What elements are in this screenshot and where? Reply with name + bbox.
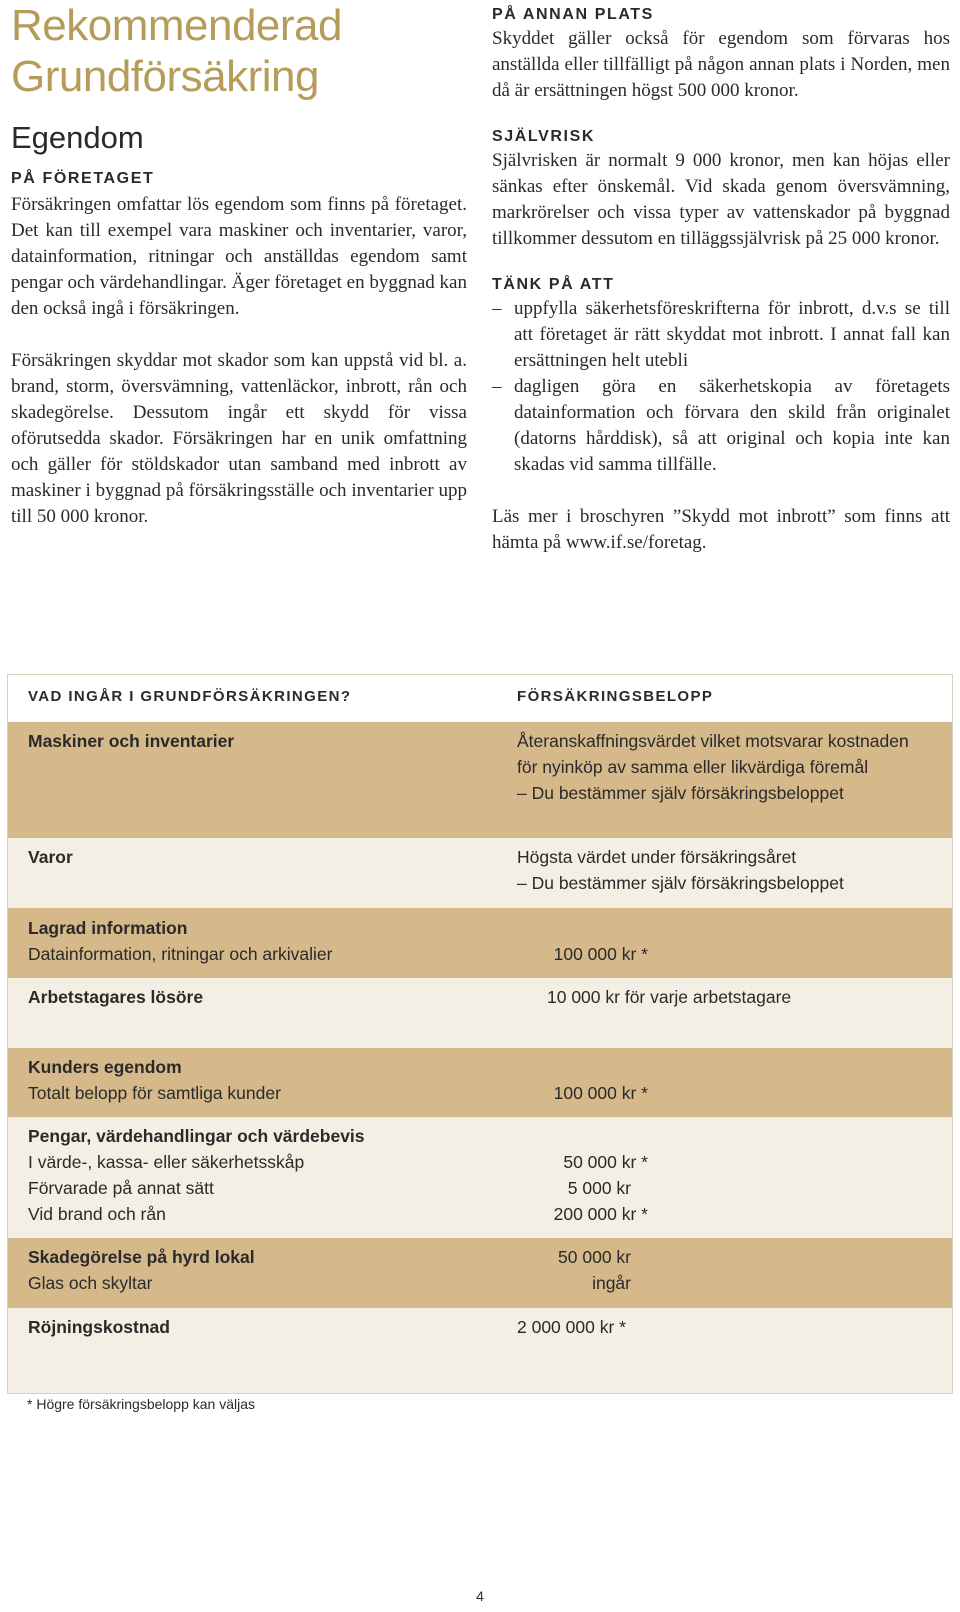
row-label: Kunders egendom (28, 1057, 182, 1077)
dash-marker: – (492, 298, 502, 319)
heading-tank-pa-att: TÄNK PÅ ATT (492, 276, 615, 293)
list-item-text: dagligen göra en säkerhetskopia av företagets datainformation och förvara den skild från originalet (datorns hårddisk), så att original och kopia inte kan skadas vid samma tillfälle. (514, 376, 950, 475)
paragraph-sjalvrisk: Självrisken är normalt 9 000 kronor, men kan höjas eller sänkas efter önskemål. Vid skada genom översvämning, markrörelser och vissa typer av vattenskador på byggnad tillkommer dessutom en tilläggssjälvrisk på 25 000 kronor. (492, 150, 950, 249)
tank-pa-att-list (492, 296, 950, 478)
coverage-table (7, 674, 953, 1394)
table-row-rojningskostnad (8, 1308, 952, 1393)
right-column (492, 0, 950, 556)
paragraph-annan-plats: Skyddet gäller också för egendom som förvaras hos anställda eller tillfälligt på någon annan plats i Norden, men då är ersättningen högst 500 000 kronor. (492, 28, 950, 101)
table-row-kunders-egendom (8, 1048, 952, 1117)
dash-marker: – (492, 376, 502, 397)
row-amount: 2 000 000 kr * (517, 1317, 626, 1337)
row-label: Maskiner och inventarier (28, 731, 235, 751)
paragraph-omfattning: Försäkringen omfattar lös egendom som finns på företaget. Det kan till exempel vara maskiner och inventarier, varor, datainformation, ritningar och anställdas egendom samt pengar och värdehandlingar. Äger företaget en byggnad kan den också ingå i försäkringen. (11, 194, 467, 319)
list-item-text: uppfylla säkerhetsföreskrifterna för inbrott, d.v.s se till att företaget är rätt skyddat mot inbrott. I annat fall kan ersättningen helt utebli (514, 298, 950, 371)
table-row-varor (8, 838, 952, 908)
list-item (492, 374, 950, 478)
table-row-maskiner (8, 722, 952, 838)
list-item (492, 296, 950, 374)
row-label: Arbetstagares lösöre (28, 987, 204, 1007)
header-vad-ingar: VAD INGÅR I GRUNDFÖRSÄKRINGEN? (28, 688, 352, 705)
table-row-lagrad-information (8, 908, 952, 978)
row-amount: 100 000 kr * (553, 944, 648, 964)
row-amount: ingår (592, 1273, 631, 1293)
row-amount: 50 000 kr * (563, 1152, 648, 1172)
row-sublabel: Datainformation, ritningar och arkivalier (28, 944, 333, 964)
table-row-arbetstagare (8, 978, 952, 1048)
page-number: 4 (476, 1588, 484, 1604)
row-note: – Du bestämmer själv försäkringsbeloppet (517, 873, 844, 893)
row-description: Återanskaffningsvärdet vilket motsvarar kostnaden för nyinköp av samma eller likvärdiga föremål (517, 731, 909, 777)
heading-sjalvrisk: SJÄLVRISK (492, 128, 596, 145)
row-sublabel: Totalt belopp för samtliga kunder (28, 1083, 281, 1103)
row-label: Lagrad information (28, 918, 188, 938)
row-amount: 50 000 kr (558, 1247, 631, 1267)
left-column (11, 0, 467, 530)
row-sublabel: I värde-, kassa- eller säkerhetsskåp (28, 1152, 305, 1172)
row-label: Skadegörelse på hyrd lokal (28, 1247, 255, 1267)
row-description: Högsta värdet under försäkringsåret (517, 847, 797, 867)
row-label: Pengar, värdehandlingar och värdebevis (28, 1126, 365, 1146)
row-amount: 200 000 kr * (553, 1204, 648, 1224)
row-label: Varor (28, 847, 73, 867)
header-forsakringsbelopp: FÖRSÄKRINGSBELOPP (517, 688, 714, 705)
paragraph-las-mer: Läs mer i broschyren ”Skydd mot inbrott” som finns att hämta på www.if.se/foretag. (492, 506, 950, 553)
table-row-pengar (8, 1117, 952, 1238)
row-sublabel: Glas och skyltar (28, 1273, 153, 1293)
section-title-egendom: Egendom (11, 120, 144, 155)
footnote: * Högre försäkringsbelopp kan väljas (27, 1396, 256, 1412)
title-line-1: Rekommenderad (11, 1, 342, 50)
row-sublabel: Förvarade på annat sätt (28, 1178, 214, 1198)
heading-pa-foretaget: PÅ FÖRETAGET (11, 170, 155, 187)
paragraph-skydd: Försäkringen skyddar mot skador som kan uppstå vid bl. a. brand, storm, översvämning, vattenläckor, inbrott, rån och skadegörelse. Dessutom ingår ett skydd för vissa oförutsedda skador. Försäkringen har en unik omfattning och gäller för stöldskador utan samband med inbrott av maskiner i byggnad på försäkringsställe och inventarier upp till 50 000 kronor. (11, 350, 467, 527)
row-sublabel: Vid brand och rån (28, 1204, 166, 1224)
heading-pa-annan-plats: PÅ ANNAN PLATS (492, 6, 654, 23)
title-line-2: Grundförsäkring (11, 52, 319, 101)
page-title (11, 0, 467, 102)
table-row-skadegorelse (8, 1238, 952, 1308)
row-label: Röjningskostnad (28, 1317, 170, 1337)
row-amount: 10 000 kr för varje arbetstagare (547, 987, 792, 1007)
row-amount: 5 000 kr (567, 1178, 631, 1198)
table-header (8, 675, 952, 722)
row-amount: 100 000 kr * (553, 1083, 648, 1103)
row-note: – Du bestämmer själv försäkringsbeloppet (517, 783, 844, 803)
